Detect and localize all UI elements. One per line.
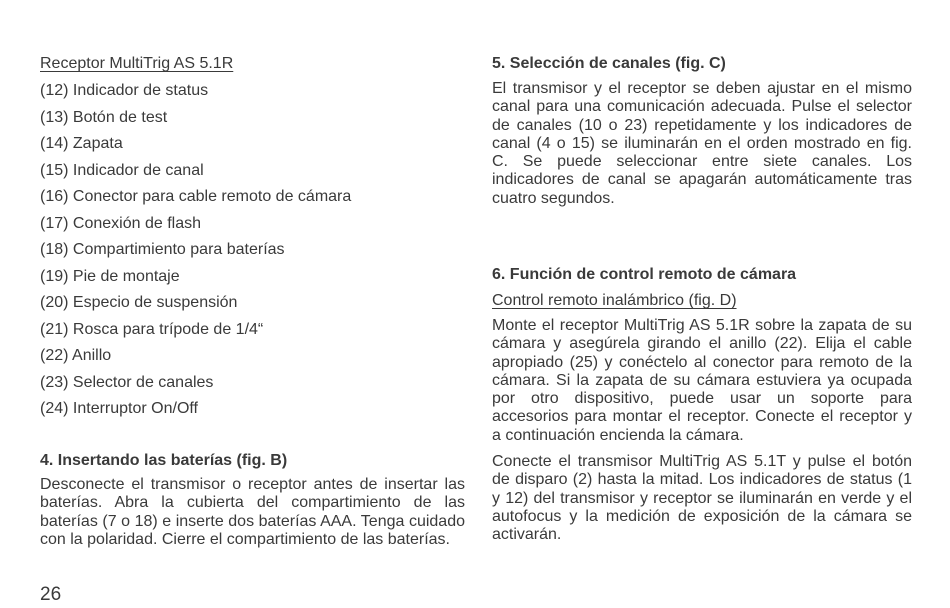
- part-list-item: (15) Indicador de canal: [40, 161, 204, 179]
- page-number: 26: [40, 584, 62, 605]
- section-6-subheading: Control remoto inalámbrico (fig. D): [492, 292, 737, 309]
- part-list-item: (21) Rosca para trípode de 1/4“: [40, 320, 264, 338]
- part-list-item: (18) Compartimiento para baterías: [40, 241, 285, 258]
- section-6-paragraph-1: Monte el receptor MultiTrig AS 5.1R sobre la zapata de su cámara y asegúrela girando el anillo (22). Elija el cable apropiado (25) y conéctelo al conector para remoto de la cámara. Si la zapata de su cámara estuviera ya ocupada por otro dispositivo, puede usar un soporte para accesorios para montar el receptor. Conecte el receptor y a continuación encienda la cámara.: [492, 317, 912, 444]
- part-list-item: (19) Pie de montaje: [40, 267, 180, 285]
- section-6-heading: 6. Función de control remoto de cámara: [492, 266, 797, 283]
- part-list-item: (23) Selector de canales: [40, 373, 214, 391]
- section-5-text: El transmisor y el receptor se deben ajustar en el mismo canal para una comunicación adecuada. Pulse el selector de canales (10 o 23) repetidamente y los indicadores de canal (4 o 15) se iluminarán en el orden mostrado en fig. C. Se puede seleccionar entre siete canales. Los indicadores de canal se apagarán automáticamente tras cuatro segundos.: [492, 80, 912, 207]
- part-list-item: (12) Indicador de status: [40, 82, 209, 99]
- section-4-text: Desconecte el transmisor o receptor antes de insertar las baterías. Abra la cubierta del compartimiento de las baterías (7 o 18) e inserte dos baterías AAA. Tenga cuidado con la polaridad. Cierre el compartimiento de las baterías.: [40, 476, 465, 548]
- part-list-item: (17) Conexión de flash: [40, 214, 201, 232]
- section-5-heading: 5. Selección de canales (fig. C): [492, 55, 726, 72]
- section-6-paragraph-2: Conecte el transmisor MultiTrig AS 5.1T y pulse el botón de disparo (2) hasta la mitad. Los indicadores de status (1 y 12) del transmisor y receptor se iluminarán en verde y el autofocus y la medición de exposición de la cámara se activarán.: [492, 453, 912, 544]
- section-4-heading: 4. Insertando las baterías (fig. B): [40, 452, 288, 469]
- receiver-subheading: Receptor MultiTrig AS 5.1R: [40, 55, 234, 72]
- part-list-item: (22) Anillo: [40, 347, 112, 364]
- part-list-item: (24) Interruptor On/Off: [40, 400, 198, 417]
- part-list-item: (14) Zapata: [40, 135, 123, 152]
- part-list-item: (13) Botón de test: [40, 108, 168, 126]
- part-list-item: (16) Conector para cable remoto de cámara: [40, 188, 352, 205]
- part-list-item: (20) Especio de suspensión: [40, 294, 238, 311]
